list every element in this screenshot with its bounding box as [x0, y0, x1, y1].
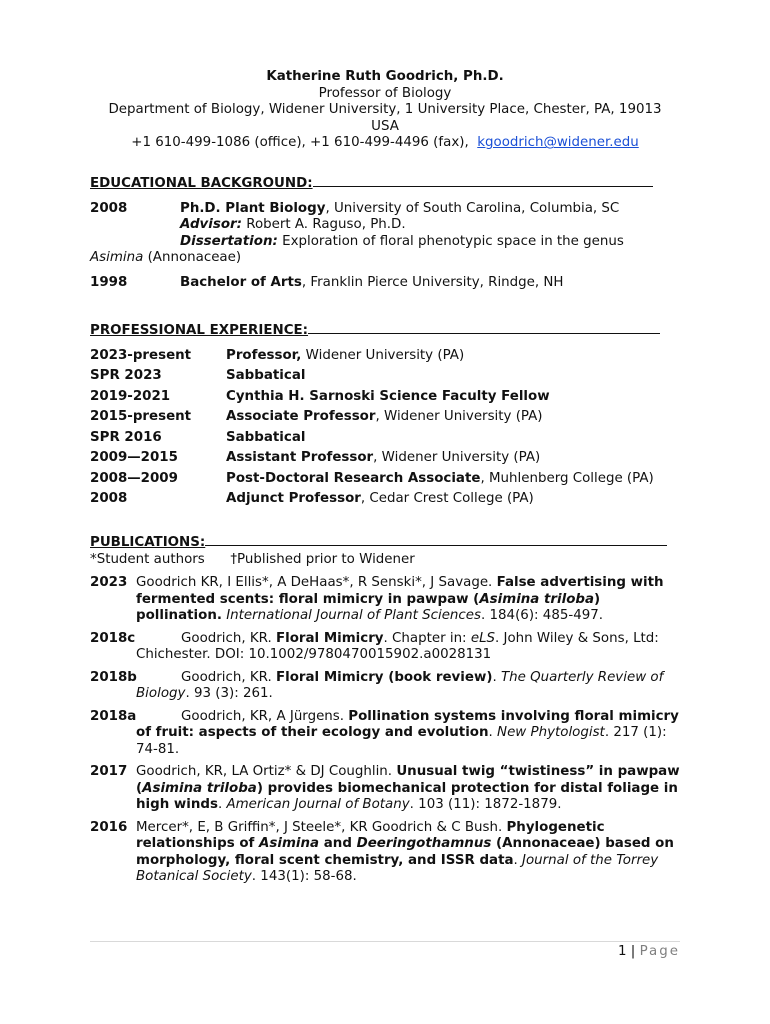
- footer-divider: [90, 941, 680, 942]
- education-year: 2008: [90, 200, 128, 216]
- advisor-label: Advisor:: [180, 217, 242, 232]
- school: , University of South Carolina, Columbia, SC: [325, 200, 620, 216]
- experience-heading: PROFESSIONAL EXPERIENCE:: [90, 323, 680, 340]
- experience-entry: SPR 2016 Sabbatical: [90, 429, 306, 445]
- education-section: [90, 176, 680, 291]
- experience-entry: 2008 Adjunct Professor, Cedar Crest College (PA): [90, 491, 534, 506]
- experience-section: [90, 323, 680, 512]
- experience-entry: 2015-present Associate Professor, Widener University (PA): [90, 409, 543, 424]
- email-link[interactable]: kgoodrich@widener.edu: [477, 135, 639, 151]
- page-label: Page: [639, 944, 680, 959]
- degree: Ph.D. Plant Biology: [180, 200, 326, 216]
- page-number: 1: [618, 944, 627, 959]
- contact-line: [90, 135, 680, 152]
- legend-prior: †Published prior to Widener: [230, 551, 415, 567]
- country: USA: [371, 118, 399, 134]
- degree: Bachelor of Arts: [180, 274, 302, 290]
- position-title: Professor of Biology: [318, 85, 452, 101]
- page-separator: |: [626, 944, 640, 959]
- phone-numbers: +1 610-499-1086 (office), +1 610-499-4496 (fax),: [131, 135, 469, 151]
- publication-item: 2017 Goodrich, KR, LA Ortiz* & DJ Coughlin. Unusual twig “twistiness” in pawpaw (Asimina triloba) provides biomechanical protection for distal foliage in high winds. American Journal of Botany. 103 (11): 1872-1879.: [90, 764, 680, 812]
- publication-item: 2018b Goodrich, KR. Floral Mimicry (book review). The Quarterly Review of Biology. 93 (3): 261.: [90, 669, 664, 701]
- address: Department of Biology, Widener University, 1 University Place, Chester, PA, 19013: [108, 102, 662, 118]
- publications-legend: [90, 552, 680, 569]
- advisor: Robert A. Raguso, Ph.D.: [241, 217, 406, 232]
- experience-entry: 2023-present Professor, Widener University (PA): [90, 347, 465, 363]
- cv-header: [90, 69, 680, 152]
- publication-item: 2016 Mercer*, E, B Griffin*, J Steele*, KR Goodrich & C Bush. Phylogenetic relationships of Asimina and Deeringothamnus (Annonaceae) based on morphology, floral scent chemistry, and ISSR data. Journal of the Torrey Botanical Society. 143(1): 58-68.: [90, 819, 674, 884]
- education-entry: [90, 201, 680, 251]
- person-name: Katherine Ruth Goodrich, Ph.D.: [266, 69, 504, 84]
- experience-entry: 2019-2021 Cynthia H. Sarnoski Science Faculty Fellow: [90, 388, 550, 404]
- publication-item: 2023 Goodrich KR, I Ellis*, A DeHaas*, R Senski*, J Savage. False advertising with fermented scents: floral mimicry in pawpaw (Asimina triloba) pollination. International Journal of Plant Sciences. 184(6): 485-497.: [90, 575, 664, 623]
- education-year: 1998: [90, 274, 128, 290]
- dissertation: Exploration of floral phenotypic space in the genus: [277, 233, 624, 249]
- experience-entry: SPR 2023 Sabbatical: [90, 368, 306, 383]
- dissertation-continuation: Asimina (Annonaceae): [90, 250, 242, 265]
- education-entry: [90, 275, 680, 292]
- publication-item: 2018c Goodrich, KR. Floral Mimicry. Chapter in: eLS. John Wiley & Sons, Ltd: Chichester. DOI: 10.1002/9780470015902.a0028131: [90, 630, 659, 662]
- page-footer: [618, 944, 680, 959]
- education-heading: EDUCATIONAL BACKGROUND:: [90, 176, 680, 193]
- school: , Franklin Pierce University, Rindge, NH: [301, 274, 564, 290]
- publications-section: [90, 535, 680, 892]
- publication-item: 2018a Goodrich, KR, A Jürgens. Pollination systems involving floral mimicry of fruit: aspects of their ecology and evolution. New Phytologist. 217 (1): 74-81.: [90, 708, 679, 757]
- experience-entry: 2008—2009 Post-Doctoral Research Associate, Muhlenberg College (PA): [90, 470, 654, 486]
- dissertation-label: Dissertation:: [180, 233, 278, 249]
- experience-entry: 2009—2015 Assistant Professor, Widener University (PA): [90, 450, 541, 465]
- publications-heading: PUBLICATIONS:: [90, 535, 680, 552]
- legend-student: *Student authors: [90, 551, 205, 567]
